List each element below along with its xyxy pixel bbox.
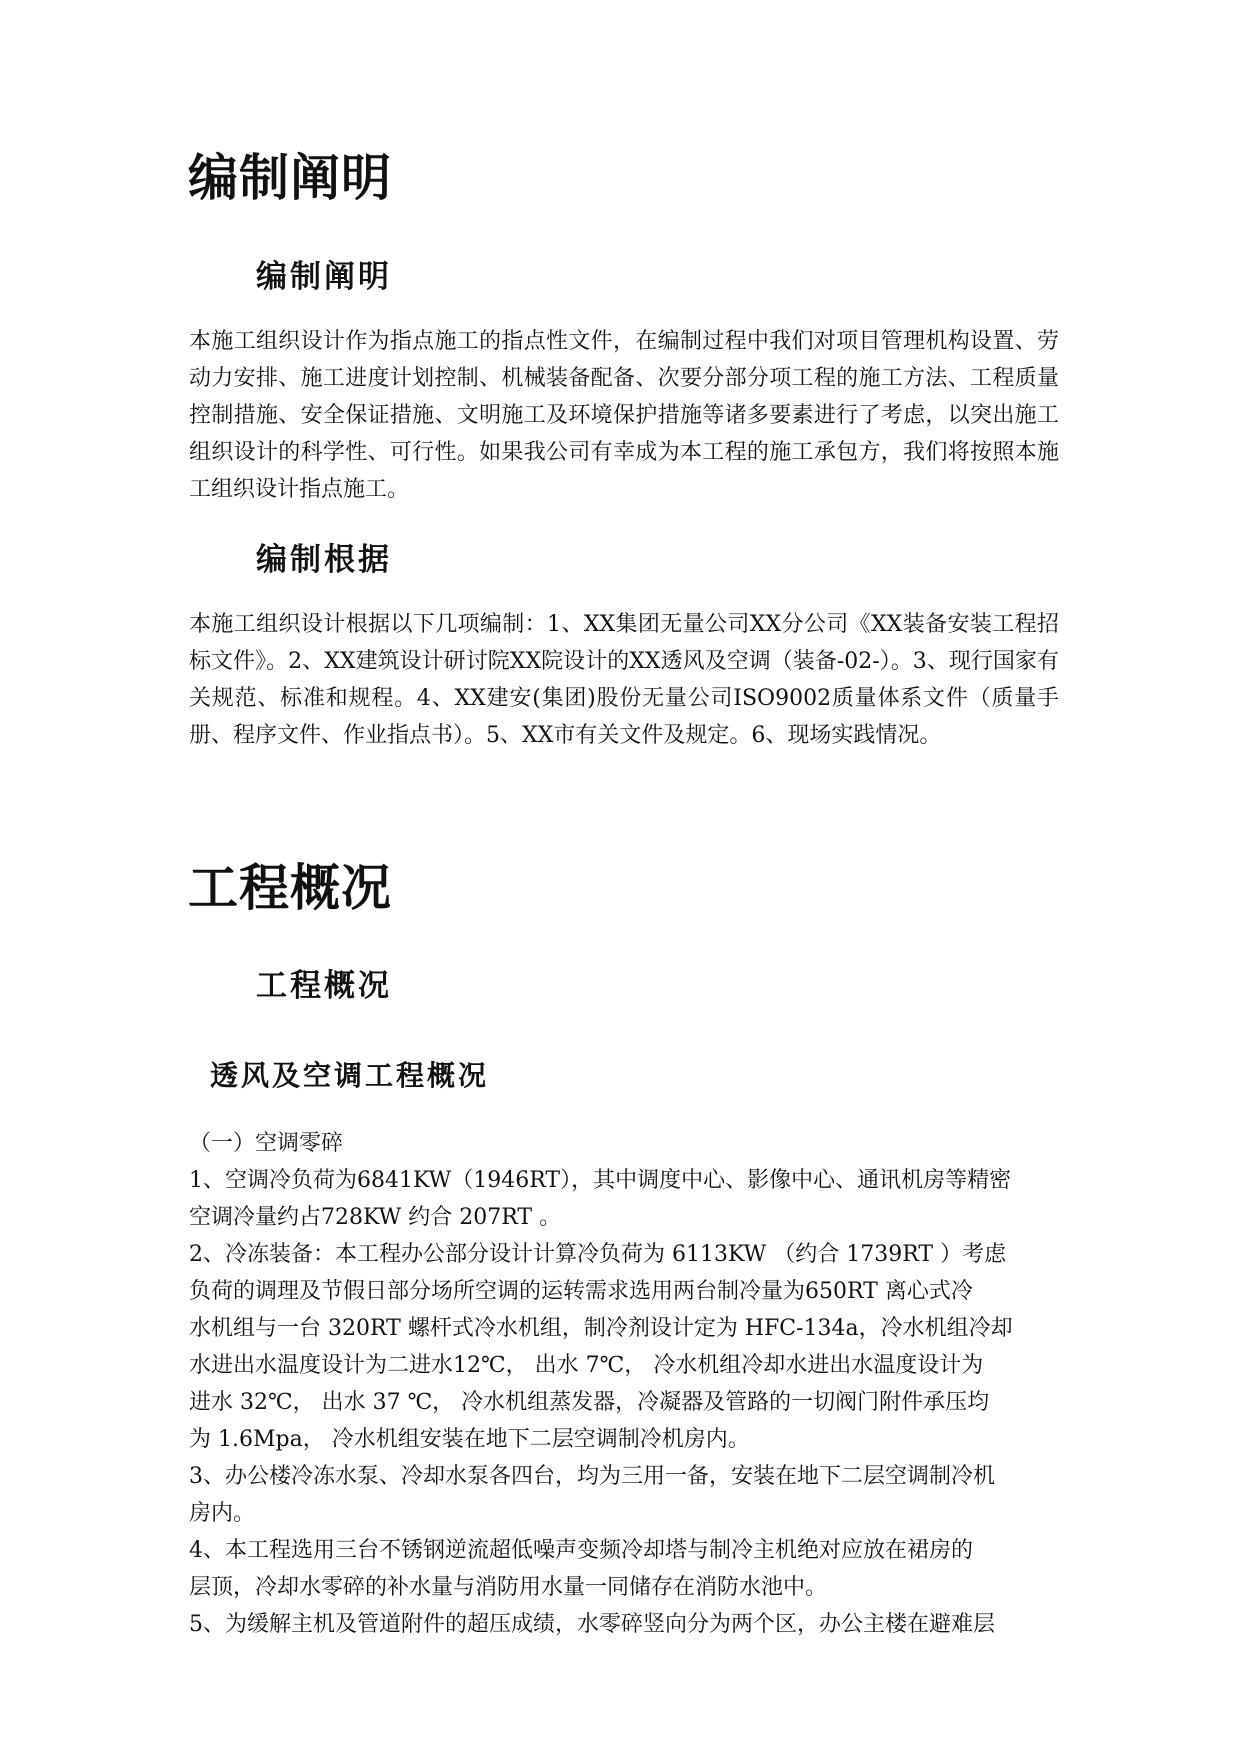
paragraph-compilation-basis: 本施工组织设计根据以下几项编制：1、XX集团无量公司XX分公司《XX装备安装工程招标文件》。2、XX建筑设计研讨院XX院设计的XX透风及空调（装备-02-）。3、现行国家有关规范、标准和规程。4、XX建安(集团)股份无量公司ISO9002质量体系文件（质量手册、程序文件、作业指点书）。5、XX市有关文件及规定。6、现场实践情况。 <box>189 612 1059 748</box>
body-line: （一）空调零碎 <box>189 1131 344 1156</box>
subheading-compilation-notes: 编制阐明 <box>256 259 392 295</box>
body-line: 进水 32℃， 出水 37 ℃， 冷水机组蒸发器，冷凝器及管路的一切阀门附件承压均 <box>189 1390 990 1415</box>
body-line: 层顶，冷却水零碎的补水量与消防用水量一同储存在消防水池中。 <box>189 1575 828 1600</box>
body-line: 2、冷冻装备：本工程办公部分设计计算冷负荷为 6113KW （约合 1739RT ）考虑 <box>189 1242 1007 1267</box>
body-line: 3、办公楼冷冻水泵、冷却水泵各四台，均为三用一备，安装在地下二层空调制冷机 <box>189 1464 995 1489</box>
subheading-compilation-basis: 编制根据 <box>256 542 392 578</box>
body-line: 水机组与一台 320RT 螺杆式冷水机组，制冷剂设计定为 HFC-134a，冷水机组冷却 <box>189 1316 1013 1341</box>
section-heading-compilation-notes: 编制阐明 <box>188 149 392 207</box>
subheading-project-overview: 工程概况 <box>256 968 392 1004</box>
body-line: 负荷的调理及节假日部分场所空调的运转需求选用两台制冷量为650RT 离心式冷 <box>189 1279 973 1304</box>
body-line: 4、本工程选用三台不锈钢逆流超低噪声变频冷却塔与制冷主机绝对应放在裙房的 <box>189 1538 973 1563</box>
body-line: 1、空调冷负荷为6841KW（1946RT），其中调度中心、影像中心、通讯机房等精密 <box>189 1168 1012 1193</box>
body-line: 水进出水温度设计为二进水12℃， 出水 7℃， 冷水机组冷却水进出水温度设计为 <box>189 1353 984 1378</box>
body-line: 空调冷量约占728KW 约合 207RT 。 <box>189 1205 562 1230</box>
body-line: 5、为缓解主机及管道附件的超压成绩，水零碎竖向分为两个区，办公主楼在避难层 <box>189 1612 995 1637</box>
body-line: 房内。 <box>189 1501 256 1526</box>
paragraph-compilation-notes: 本施工组织设计作为指点施工的指点性文件，在编制过程中我们对项目管理机构设置、劳动力安排、施工进度计划控制、机械装备配备、次要分部分项工程的施工方法、工程质量控制措施、安全保证措施、文明施工及环境保护措施等诸多要素进行了考虑，以突出施工组织设计的科学性、可行性。如果我公司有幸成为本工程的施工承包方，我们将按照本施工组织设计指点施工。 <box>189 329 1059 502</box>
section-heading-project-overview: 工程概况 <box>188 859 392 917</box>
body-line: 为 1.6Mpa， 冷水机组安装在地下二层空调制冷机房内。 <box>189 1427 750 1452</box>
subheading-ventilation-ac-overview: 透风及空调工程概况 <box>210 1059 490 1092</box>
